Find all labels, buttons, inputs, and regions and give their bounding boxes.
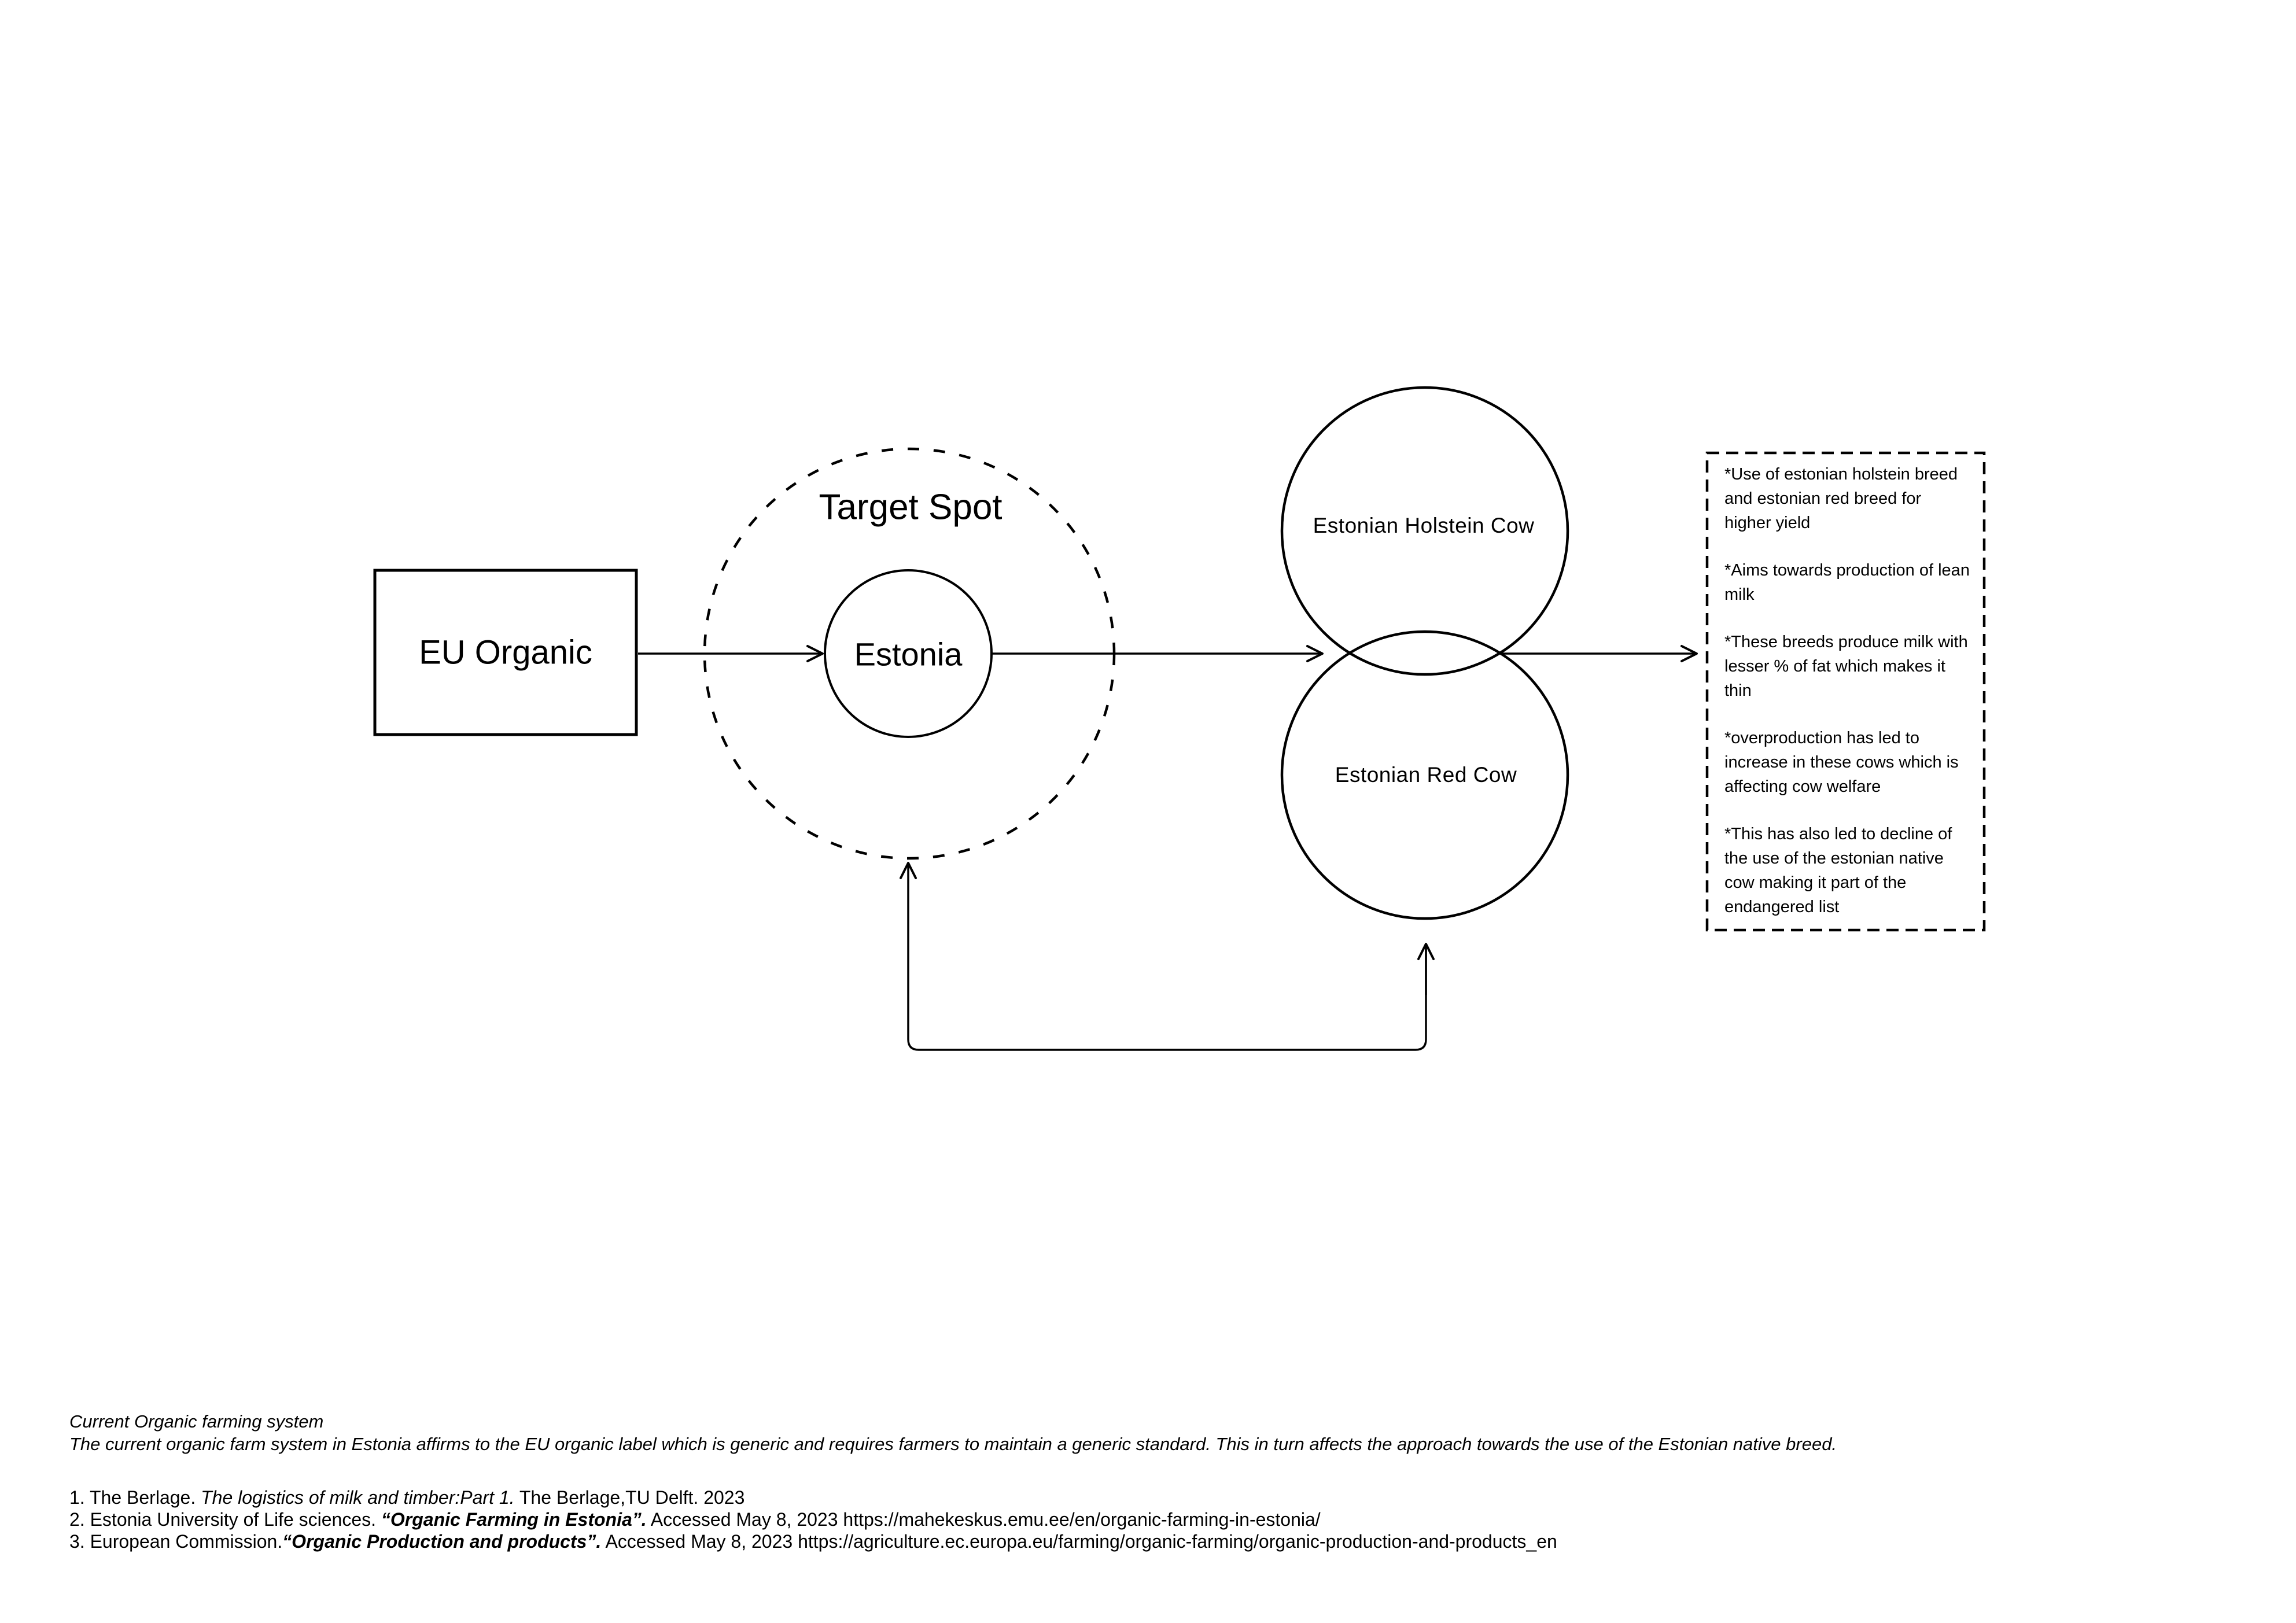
reference-post: Accessed May 8, 2023 https://agriculture.ec.europa.eu/farming/organic-farming/organic-production-and-products_en — [601, 1531, 1557, 1552]
caption-body: The current organic farm system in Estonia affirms to the EU organic label which is generic and requires farmers to maintain a generic standard. This in turn affects the approach towards the use of the Estonian native breed. — [69, 1434, 1837, 1454]
reference-pre: 2. Estonia University of Life sciences. — [69, 1509, 381, 1530]
red-cow-label: Estonian Red Cow — [1335, 763, 1517, 787]
reference-post: Accessed May 8, 2023 https://mahekeskus.emu.ee/en/organic-farming-in-estonia/ — [646, 1509, 1321, 1530]
info-box-item: *Aims towards production of lean milk — [1724, 561, 1970, 604]
info-box-text — [1724, 462, 1970, 919]
reference-title: “Organic Production and products”. — [282, 1531, 602, 1552]
holstein-cow-label: Estonian Holstein Cow — [1313, 514, 1535, 537]
estonia-label: Estonia — [854, 636, 963, 673]
info-box-item: *This has also led to decline of the use of the estonian native cow making it part of the endangered list — [1724, 825, 1952, 916]
reference-line — [69, 1530, 1557, 1552]
feedback-loop-line — [908, 863, 1426, 1050]
info-box-item: *These breeds produce milk with lesser % of fat which makes it thin — [1724, 633, 1968, 700]
reference-post: The Berlage,TU Delft. 2023 — [514, 1487, 745, 1508]
reference-pre: 3. European Commission. — [69, 1531, 283, 1552]
target-spot-label: Target Spot — [819, 487, 1003, 528]
caption-title: Current Organic farming system — [69, 1411, 324, 1432]
info-box-item: *overproduction has led to increase in these cows which is affecting cow welfare — [1724, 729, 1959, 796]
references — [69, 1486, 1557, 1552]
caption — [69, 1410, 1837, 1455]
reference-title: The logistics of milk and timber:Part 1. — [201, 1487, 515, 1508]
reference-title: “Organic Farming in Estonia”. — [381, 1509, 647, 1530]
reference-line — [69, 1486, 1557, 1508]
eu-organic-label: EU Organic — [419, 633, 592, 672]
info-box-item: *Use of estonian holstein breed and estonian red breed for higher yield — [1724, 465, 1958, 532]
reference-line — [69, 1508, 1557, 1530]
reference-pre: 1. The Berlage. — [69, 1487, 201, 1508]
